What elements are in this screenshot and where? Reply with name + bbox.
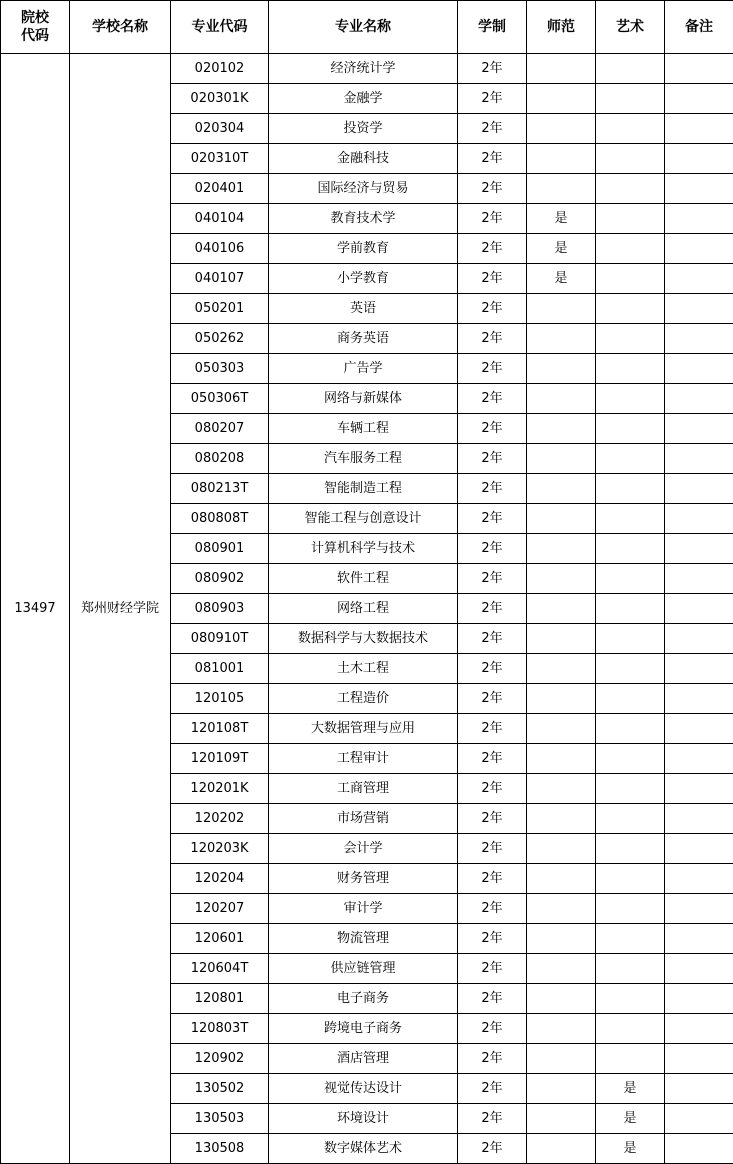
major-name-cell: 数据科学与大数据技术	[269, 624, 458, 654]
remarks-cell	[665, 1134, 733, 1164]
major-name-cell: 软件工程	[269, 564, 458, 594]
art-cell	[596, 924, 665, 954]
art-cell	[596, 84, 665, 114]
normal-cell	[527, 654, 596, 684]
major-code-cell: 120202	[171, 804, 269, 834]
remarks-cell	[665, 864, 733, 894]
duration-cell: 2年	[458, 234, 527, 264]
major-name-cell: 汽车服务工程	[269, 444, 458, 474]
major-code-cell: 120801	[171, 984, 269, 1014]
normal-cell	[527, 1104, 596, 1134]
art-cell	[596, 744, 665, 774]
normal-cell: 是	[527, 234, 596, 264]
major-name-cell: 酒店管理	[269, 1044, 458, 1074]
normal-cell	[527, 594, 596, 624]
major-name-cell: 智能工程与创意设计	[269, 504, 458, 534]
major-name-cell: 经济统计学	[269, 54, 458, 84]
normal-cell	[527, 354, 596, 384]
normal-cell	[527, 1044, 596, 1074]
major-code-cell: 120108T	[171, 714, 269, 744]
major-name-cell: 财务管理	[269, 864, 458, 894]
art-cell	[596, 864, 665, 894]
art-cell	[596, 144, 665, 174]
duration-cell: 2年	[458, 444, 527, 474]
major-name-cell: 大数据管理与应用	[269, 714, 458, 744]
remarks-cell	[665, 414, 733, 444]
normal-cell	[527, 1134, 596, 1164]
header-institution-code	[1, 1, 70, 54]
remarks-cell	[665, 624, 733, 654]
normal-cell	[527, 894, 596, 924]
header-school-name: 学校名称	[70, 1, 171, 54]
art-cell	[596, 474, 665, 504]
art-cell	[596, 534, 665, 564]
major-code-cell: 080208	[171, 444, 269, 474]
remarks-cell	[665, 1104, 733, 1134]
table-row	[1, 54, 733, 84]
normal-cell	[527, 474, 596, 504]
major-code-cell: 120803T	[171, 1014, 269, 1044]
major-name-cell: 金融学	[269, 84, 458, 114]
normal-cell	[527, 744, 596, 774]
major-code-cell: 050262	[171, 324, 269, 354]
art-cell	[596, 714, 665, 744]
normal-cell	[527, 294, 596, 324]
major-code-cell: 040106	[171, 234, 269, 264]
remarks-cell	[665, 324, 733, 354]
duration-cell: 2年	[458, 264, 527, 294]
major-name-cell: 工商管理	[269, 774, 458, 804]
art-cell	[596, 984, 665, 1014]
remarks-cell	[665, 504, 733, 534]
duration-cell: 2年	[458, 144, 527, 174]
major-code-cell: 020102	[171, 54, 269, 84]
duration-cell: 2年	[458, 354, 527, 384]
duration-cell: 2年	[458, 534, 527, 564]
major-code-cell: 081001	[171, 654, 269, 684]
duration-cell: 2年	[458, 654, 527, 684]
normal-cell	[527, 1074, 596, 1104]
remarks-cell	[665, 894, 733, 924]
major-name-cell: 环境设计	[269, 1104, 458, 1134]
major-name-cell: 土木工程	[269, 654, 458, 684]
normal-cell	[527, 864, 596, 894]
major-code-cell: 080901	[171, 534, 269, 564]
major-code-cell: 020401	[171, 174, 269, 204]
major-code-cell: 050306T	[171, 384, 269, 414]
major-code-cell: 120201K	[171, 774, 269, 804]
major-name-cell: 网络与新媒体	[269, 384, 458, 414]
normal-cell	[527, 984, 596, 1014]
remarks-cell	[665, 264, 733, 294]
normal-cell	[527, 84, 596, 114]
remarks-cell	[665, 984, 733, 1014]
art-cell	[596, 324, 665, 354]
remarks-cell	[665, 594, 733, 624]
normal-cell	[527, 714, 596, 744]
major-name-cell: 审计学	[269, 894, 458, 924]
header-art: 艺术	[596, 1, 665, 54]
remarks-cell	[665, 54, 733, 84]
duration-cell: 2年	[458, 684, 527, 714]
duration-cell: 2年	[458, 954, 527, 984]
major-code-cell: 130503	[171, 1104, 269, 1134]
major-code-cell: 020304	[171, 114, 269, 144]
remarks-cell	[665, 234, 733, 264]
major-name-cell: 工程审计	[269, 744, 458, 774]
remarks-cell	[665, 564, 733, 594]
normal-cell	[527, 534, 596, 564]
remarks-cell	[665, 804, 733, 834]
major-code-cell: 040104	[171, 204, 269, 234]
major-code-cell: 130502	[171, 1074, 269, 1104]
art-cell	[596, 444, 665, 474]
art-cell	[596, 1044, 665, 1074]
remarks-cell	[665, 774, 733, 804]
duration-cell: 2年	[458, 174, 527, 204]
major-name-cell: 智能制造工程	[269, 474, 458, 504]
remarks-cell	[665, 1044, 733, 1074]
major-name-cell: 网络工程	[269, 594, 458, 624]
school-name-cell: 郑州财经学院	[70, 54, 171, 1164]
art-cell	[596, 624, 665, 654]
duration-cell: 2年	[458, 1104, 527, 1134]
duration-cell: 2年	[458, 504, 527, 534]
remarks-cell	[665, 684, 733, 714]
normal-cell	[527, 564, 596, 594]
major-code-cell: 080207	[171, 414, 269, 444]
remarks-cell	[665, 174, 733, 204]
normal-cell	[527, 834, 596, 864]
art-cell	[596, 264, 665, 294]
normal-cell	[527, 624, 596, 654]
duration-cell: 2年	[458, 1014, 527, 1044]
header-remarks: 备注	[665, 1, 733, 54]
art-cell	[596, 354, 665, 384]
duration-cell: 2年	[458, 924, 527, 954]
art-cell	[596, 804, 665, 834]
normal-cell	[527, 174, 596, 204]
header-normal: 师范	[527, 1, 596, 54]
major-code-cell: 120105	[171, 684, 269, 714]
header-duration: 学制	[458, 1, 527, 54]
major-name-cell: 国际经济与贸易	[269, 174, 458, 204]
major-name-cell: 物流管理	[269, 924, 458, 954]
art-cell	[596, 114, 665, 144]
remarks-cell	[665, 714, 733, 744]
duration-cell: 2年	[458, 414, 527, 444]
normal-cell: 是	[527, 264, 596, 294]
remarks-cell	[665, 744, 733, 774]
major-code-cell: 130508	[171, 1134, 269, 1164]
major-code-cell: 120204	[171, 864, 269, 894]
major-name-cell: 英语	[269, 294, 458, 324]
normal-cell	[527, 54, 596, 84]
duration-cell: 2年	[458, 714, 527, 744]
normal-cell	[527, 114, 596, 144]
major-name-cell: 跨境电子商务	[269, 1014, 458, 1044]
normal-cell	[527, 444, 596, 474]
art-cell: 是	[596, 1134, 665, 1164]
normal-cell	[527, 804, 596, 834]
normal-cell	[527, 384, 596, 414]
duration-cell: 2年	[458, 774, 527, 804]
duration-cell: 2年	[458, 834, 527, 864]
remarks-cell	[665, 114, 733, 144]
duration-cell: 2年	[458, 894, 527, 924]
major-name-cell: 广告学	[269, 354, 458, 384]
major-code-cell: 020310T	[171, 144, 269, 174]
duration-cell: 2年	[458, 1134, 527, 1164]
normal-cell	[527, 774, 596, 804]
normal-cell	[527, 324, 596, 354]
remarks-cell	[665, 204, 733, 234]
duration-cell: 2年	[458, 84, 527, 114]
major-code-cell: 050303	[171, 354, 269, 384]
duration-cell: 2年	[458, 804, 527, 834]
major-name-cell: 数字媒体艺术	[269, 1134, 458, 1164]
normal-cell: 是	[527, 204, 596, 234]
major-name-cell: 供应链管理	[269, 954, 458, 984]
normal-cell	[527, 504, 596, 534]
normal-cell	[527, 144, 596, 174]
art-cell	[596, 654, 665, 684]
art-cell	[596, 414, 665, 444]
major-code-cell: 120109T	[171, 744, 269, 774]
institution-code-cell: 13497	[1, 54, 70, 1164]
duration-cell: 2年	[458, 294, 527, 324]
major-name-cell: 会计学	[269, 834, 458, 864]
art-cell	[596, 684, 665, 714]
major-code-cell: 120207	[171, 894, 269, 924]
art-cell	[596, 294, 665, 324]
art-cell	[596, 894, 665, 924]
major-name-cell: 市场营销	[269, 804, 458, 834]
header-major-name: 专业名称	[269, 1, 458, 54]
duration-cell: 2年	[458, 594, 527, 624]
duration-cell: 2年	[458, 624, 527, 654]
normal-cell	[527, 1014, 596, 1044]
art-cell	[596, 834, 665, 864]
art-cell: 是	[596, 1104, 665, 1134]
art-cell	[596, 174, 665, 204]
major-code-cell: 120203K	[171, 834, 269, 864]
art-cell	[596, 774, 665, 804]
art-cell	[596, 594, 665, 624]
duration-cell: 2年	[458, 114, 527, 144]
major-code-cell: 120902	[171, 1044, 269, 1074]
major-name-cell: 教育技术学	[269, 204, 458, 234]
major-code-cell: 080903	[171, 594, 269, 624]
duration-cell: 2年	[458, 864, 527, 894]
art-cell	[596, 234, 665, 264]
major-code-cell: 020301K	[171, 84, 269, 114]
art-cell	[596, 54, 665, 84]
major-code-cell: 040107	[171, 264, 269, 294]
remarks-cell	[665, 534, 733, 564]
duration-cell: 2年	[458, 984, 527, 1014]
major-name-cell: 视觉传达设计	[269, 1074, 458, 1104]
remarks-cell	[665, 294, 733, 324]
remarks-cell	[665, 834, 733, 864]
art-cell	[596, 564, 665, 594]
major-name-cell: 电子商务	[269, 984, 458, 1014]
normal-cell	[527, 414, 596, 444]
major-code-cell: 080213T	[171, 474, 269, 504]
header-major-code: 专业代码	[171, 1, 269, 54]
major-name-cell: 金融科技	[269, 144, 458, 174]
major-name-cell: 工程造价	[269, 684, 458, 714]
duration-cell: 2年	[458, 1044, 527, 1074]
art-cell	[596, 504, 665, 534]
duration-cell: 2年	[458, 324, 527, 354]
table-body	[1, 54, 733, 1164]
art-cell	[596, 204, 665, 234]
header-institution-code-line1: 院校	[21, 10, 49, 26]
normal-cell	[527, 684, 596, 714]
remarks-cell	[665, 1074, 733, 1104]
art-cell	[596, 1014, 665, 1044]
major-name-cell: 商务英语	[269, 324, 458, 354]
major-code-cell: 080902	[171, 564, 269, 594]
duration-cell: 2年	[458, 564, 527, 594]
remarks-cell	[665, 384, 733, 414]
duration-cell: 2年	[458, 744, 527, 774]
remarks-cell	[665, 84, 733, 114]
major-name-cell: 小学教育	[269, 264, 458, 294]
remarks-cell	[665, 354, 733, 384]
major-name-cell: 计算机科学与技术	[269, 534, 458, 564]
normal-cell	[527, 924, 596, 954]
art-cell	[596, 384, 665, 414]
remarks-cell	[665, 144, 733, 174]
remarks-cell	[665, 954, 733, 984]
major-code-cell: 050201	[171, 294, 269, 324]
header-institution-code-line2: 代码	[21, 28, 49, 44]
major-name-cell: 投资学	[269, 114, 458, 144]
major-name-cell: 车辆工程	[269, 414, 458, 444]
table-header	[1, 1, 733, 54]
art-cell	[596, 954, 665, 984]
major-code-cell: 080808T	[171, 504, 269, 534]
major-code-cell: 080910T	[171, 624, 269, 654]
remarks-cell	[665, 924, 733, 954]
major-code-cell: 120601	[171, 924, 269, 954]
remarks-cell	[665, 654, 733, 684]
header-row	[1, 1, 733, 54]
duration-cell: 2年	[458, 384, 527, 414]
duration-cell: 2年	[458, 1074, 527, 1104]
remarks-cell	[665, 474, 733, 504]
major-name-cell: 学前教育	[269, 234, 458, 264]
duration-cell: 2年	[458, 54, 527, 84]
normal-cell	[527, 954, 596, 984]
major-code-cell: 120604T	[171, 954, 269, 984]
duration-cell: 2年	[458, 474, 527, 504]
remarks-cell	[665, 1014, 733, 1044]
remarks-cell	[665, 444, 733, 474]
art-cell: 是	[596, 1074, 665, 1104]
duration-cell: 2年	[458, 204, 527, 234]
